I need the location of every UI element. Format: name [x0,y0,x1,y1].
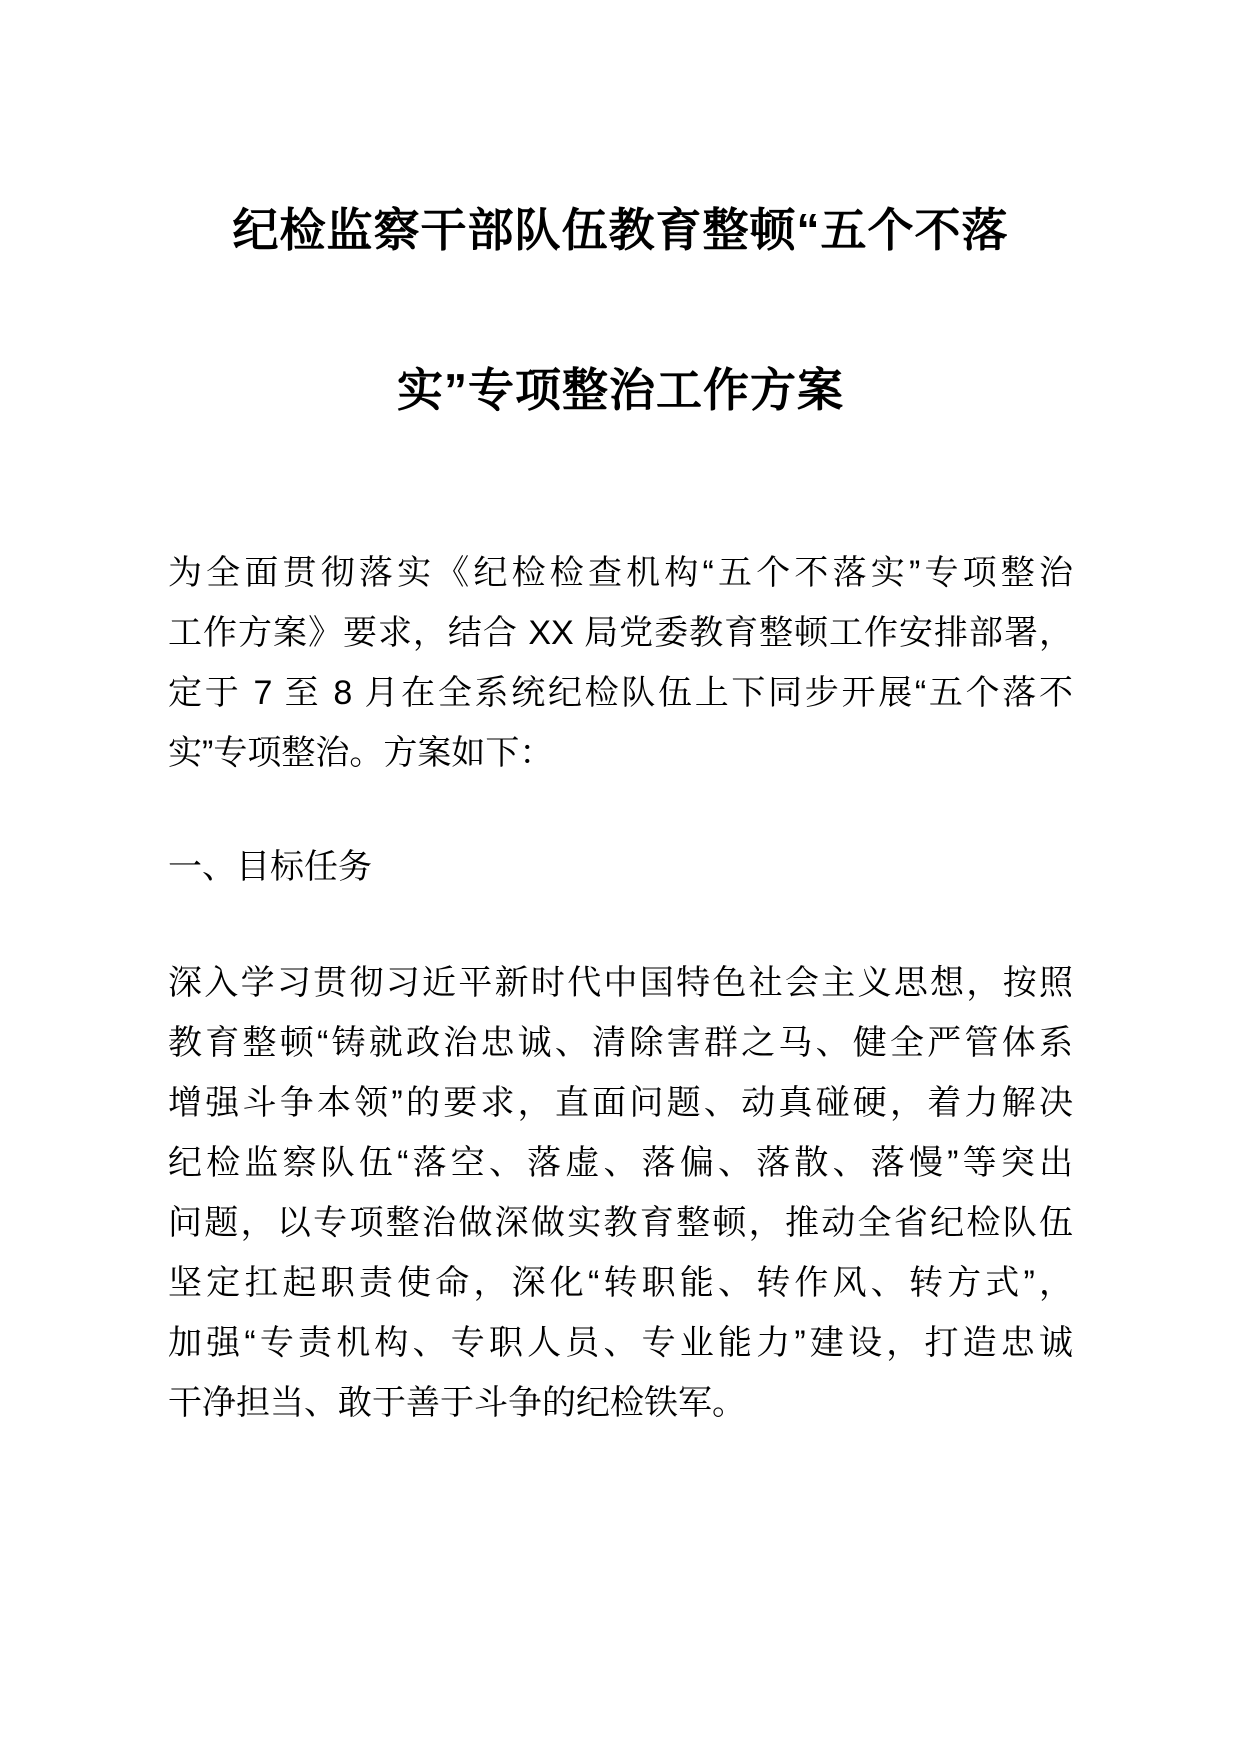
text-line: 为全面贯彻落实《纪检检查机构“五个不落实”专项整治 [168,554,1073,592]
text-line: 问题，以专项整治做深做实教育整顿，推动全省纪检队伍 [168,1204,1073,1242]
document-title [168,150,1073,470]
intro-paragraph [168,543,1073,783]
text-line: 干净担当、敢于善于斗争的纪检铁军。 [168,1384,746,1422]
text-line: 纪检监察干部队伍教育整顿“五个不落 [232,204,1009,256]
text-line: 定于 7 至 8 月在全系统纪检队伍上下同步开展“五个落不 [168,674,1073,712]
text-line: 教育整顿“铸就政治忠诚、清除害群之马、健全严管体系 [168,1024,1073,1062]
section-heading-goals: 一、目标任务 [168,848,372,886]
goals-paragraph [168,953,1073,1433]
text-line: 坚定扛起职责使命，深化“转职能、转作风、转方式”， [168,1264,1073,1302]
text-line: 实”专项整治工作方案 [397,364,844,416]
text-line: 工作方案》要求，结合 XX 局党委教育整顿工作安排部署， [168,614,1073,652]
text-line: 加强“专责机构、专职人员、专业能力”建设，打造忠诚 [168,1324,1073,1362]
text-line: 实”专项整治。方案如下： [168,734,554,772]
text-line: 深入学习贯彻习近平新时代中国特色社会主义思想，按照 [168,964,1073,1002]
document-content [168,0,1073,1433]
text-line: 增强斗争本领”的要求，直面问题、动真碰硬，着力解决 [168,1084,1073,1122]
text-line: 纪检监察队伍“落空、落虚、落偏、落散、落慢”等突出 [168,1144,1073,1182]
